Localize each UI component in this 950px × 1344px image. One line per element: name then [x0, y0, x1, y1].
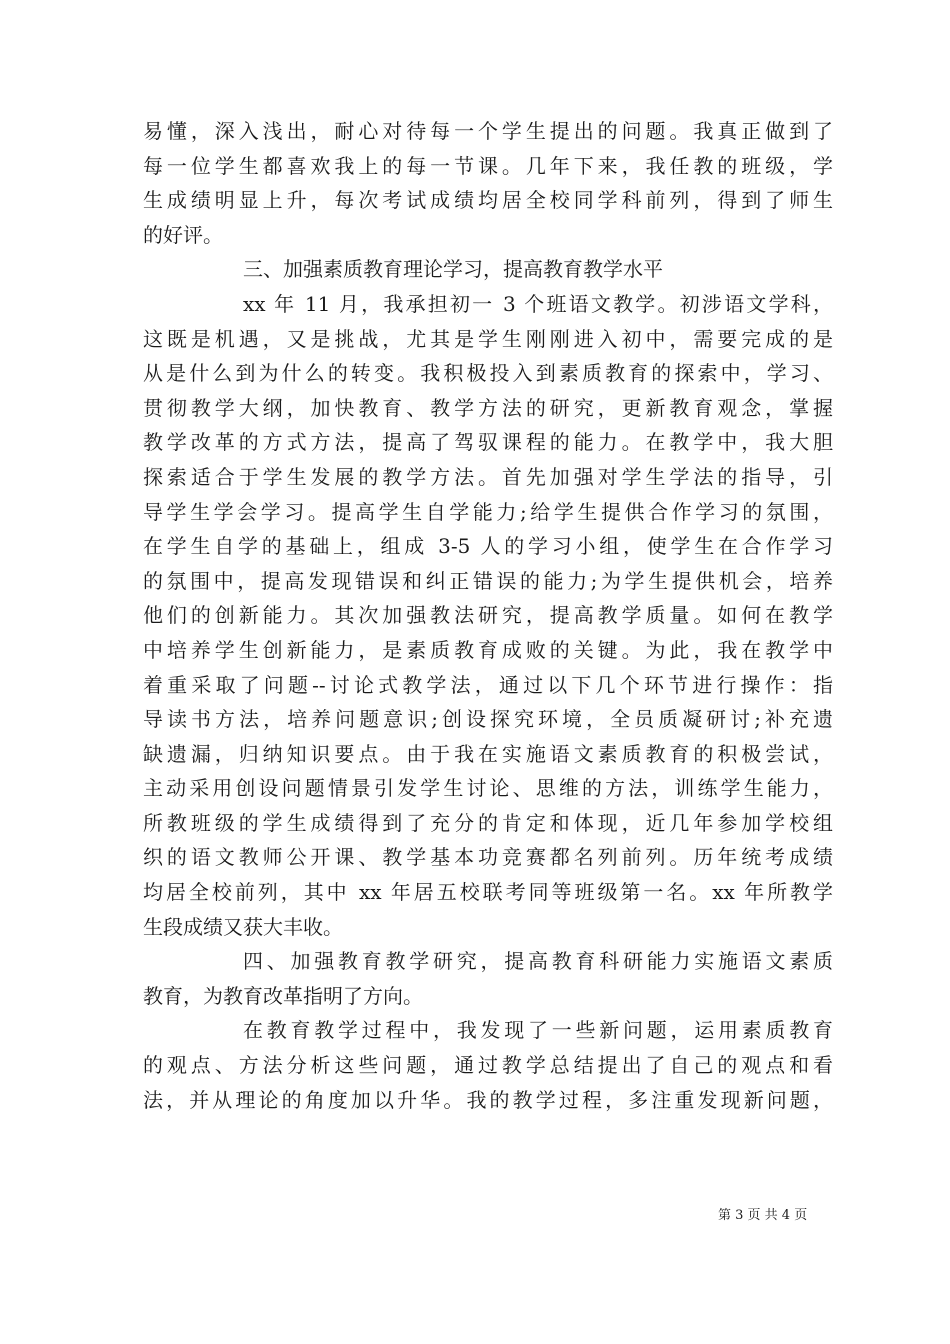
page-number-footer: 第 3 页 共 4 页 — [718, 1208, 808, 1223]
text-line: 他们的创新能力。其次加强教法研究，提高教学质量。如何在教学 — [143, 603, 833, 628]
text-line: 生段成绩又获大丰收。 — [143, 914, 343, 939]
body-text — [143, 114, 833, 1117]
text-line: 导学生学会学习。提高学生自学能力;给学生提供合作学习的氛围， — [143, 499, 833, 524]
text-line: 织的语文教师公开课、教学基本功竞赛都名列前列。历年统考成绩 — [143, 845, 833, 870]
text-line: 探索适合于学生发展的教学方法。首先加强对学生学法的指导，引 — [143, 464, 833, 489]
text-line: 导读书方法，培养问题意识;创设探究环境，全员质凝研讨;补充遗 — [143, 707, 833, 732]
text-line: 缺遗漏，归纳知识要点。由于我在实施语文素质教育的积极尝试， — [143, 741, 833, 766]
text-line: 教学改革的方式方法，提高了驾驭课程的能力。在教学中，我大胆 — [143, 430, 833, 455]
text-line: 法，并从理论的角度加以升华。我的教学过程，多注重发现新问题， — [143, 1087, 833, 1112]
text-line: 的好评。 — [143, 222, 223, 247]
text-line: 均居全校前列，其中 xx 年居五校联考同等班级第一名。xx 年所教学 — [143, 880, 833, 905]
text-line: 所教班级的学生成绩得到了充分的肯定和体现，近几年参加学校组 — [143, 810, 833, 835]
text-line: 主动采用创设问题情景引发学生讨论、思维的方法，训练学生能力， — [143, 776, 833, 801]
text-line: 贯彻教学大纲，加快教育、教学方法的研究，更新教育观念，掌握 — [143, 395, 833, 420]
text-line: 的观点、方法分析这些问题，通过教学总结提出了自己的观点和看 — [143, 1053, 833, 1078]
text-line: 着重采取了问题--讨论式教学法，通过以下几个环节进行操作：指 — [143, 672, 833, 697]
text-line: 中培养学生创新能力，是素质教育成败的关键。为此，我在教学中 — [143, 637, 833, 662]
text-line: 每一位学生都喜欢我上的每一节课。几年下来，我任教的班级，学 — [143, 153, 833, 178]
text-line: 的氛围中，提高发现错误和纠正错误的能力;为学生提供机会，培养 — [143, 568, 833, 593]
text-line: 生成绩明显上升，每次考试成绩均居全校同学科前列，得到了师生 — [143, 188, 833, 213]
section-heading-4-continued: 教育，为教育改革指明了方向。 — [143, 983, 423, 1008]
text-line: 从是什么到为什么的转变。我积极投入到素质教育的探索中，学习、 — [143, 361, 833, 386]
text-line: 易懂，深入浅出，耐心对待每一个学生提出的问题。我真正做到了 — [143, 119, 833, 143]
text-line: 这既是机遇，又是挑战，尤其是学生刚刚进入初中，需要完成的是 — [143, 326, 833, 351]
section-heading-4: 四、加强教育教学研究，提高教育科研能力实施语文素质 — [243, 949, 833, 974]
text-line: 在教育教学过程中，我发现了一些新问题，运用素质教育 — [243, 1018, 833, 1043]
text-line: xx 年 11 月，我承担初一 3 个班语文教学。初涉语文学科， — [243, 291, 833, 316]
text-line: 在学生自学的基础上，组成 3-5 人的学习小组，使学生在合作学习 — [143, 534, 833, 559]
section-heading-3: 三、加强素质教育理论学习，提高教育教学水平 — [243, 257, 663, 282]
